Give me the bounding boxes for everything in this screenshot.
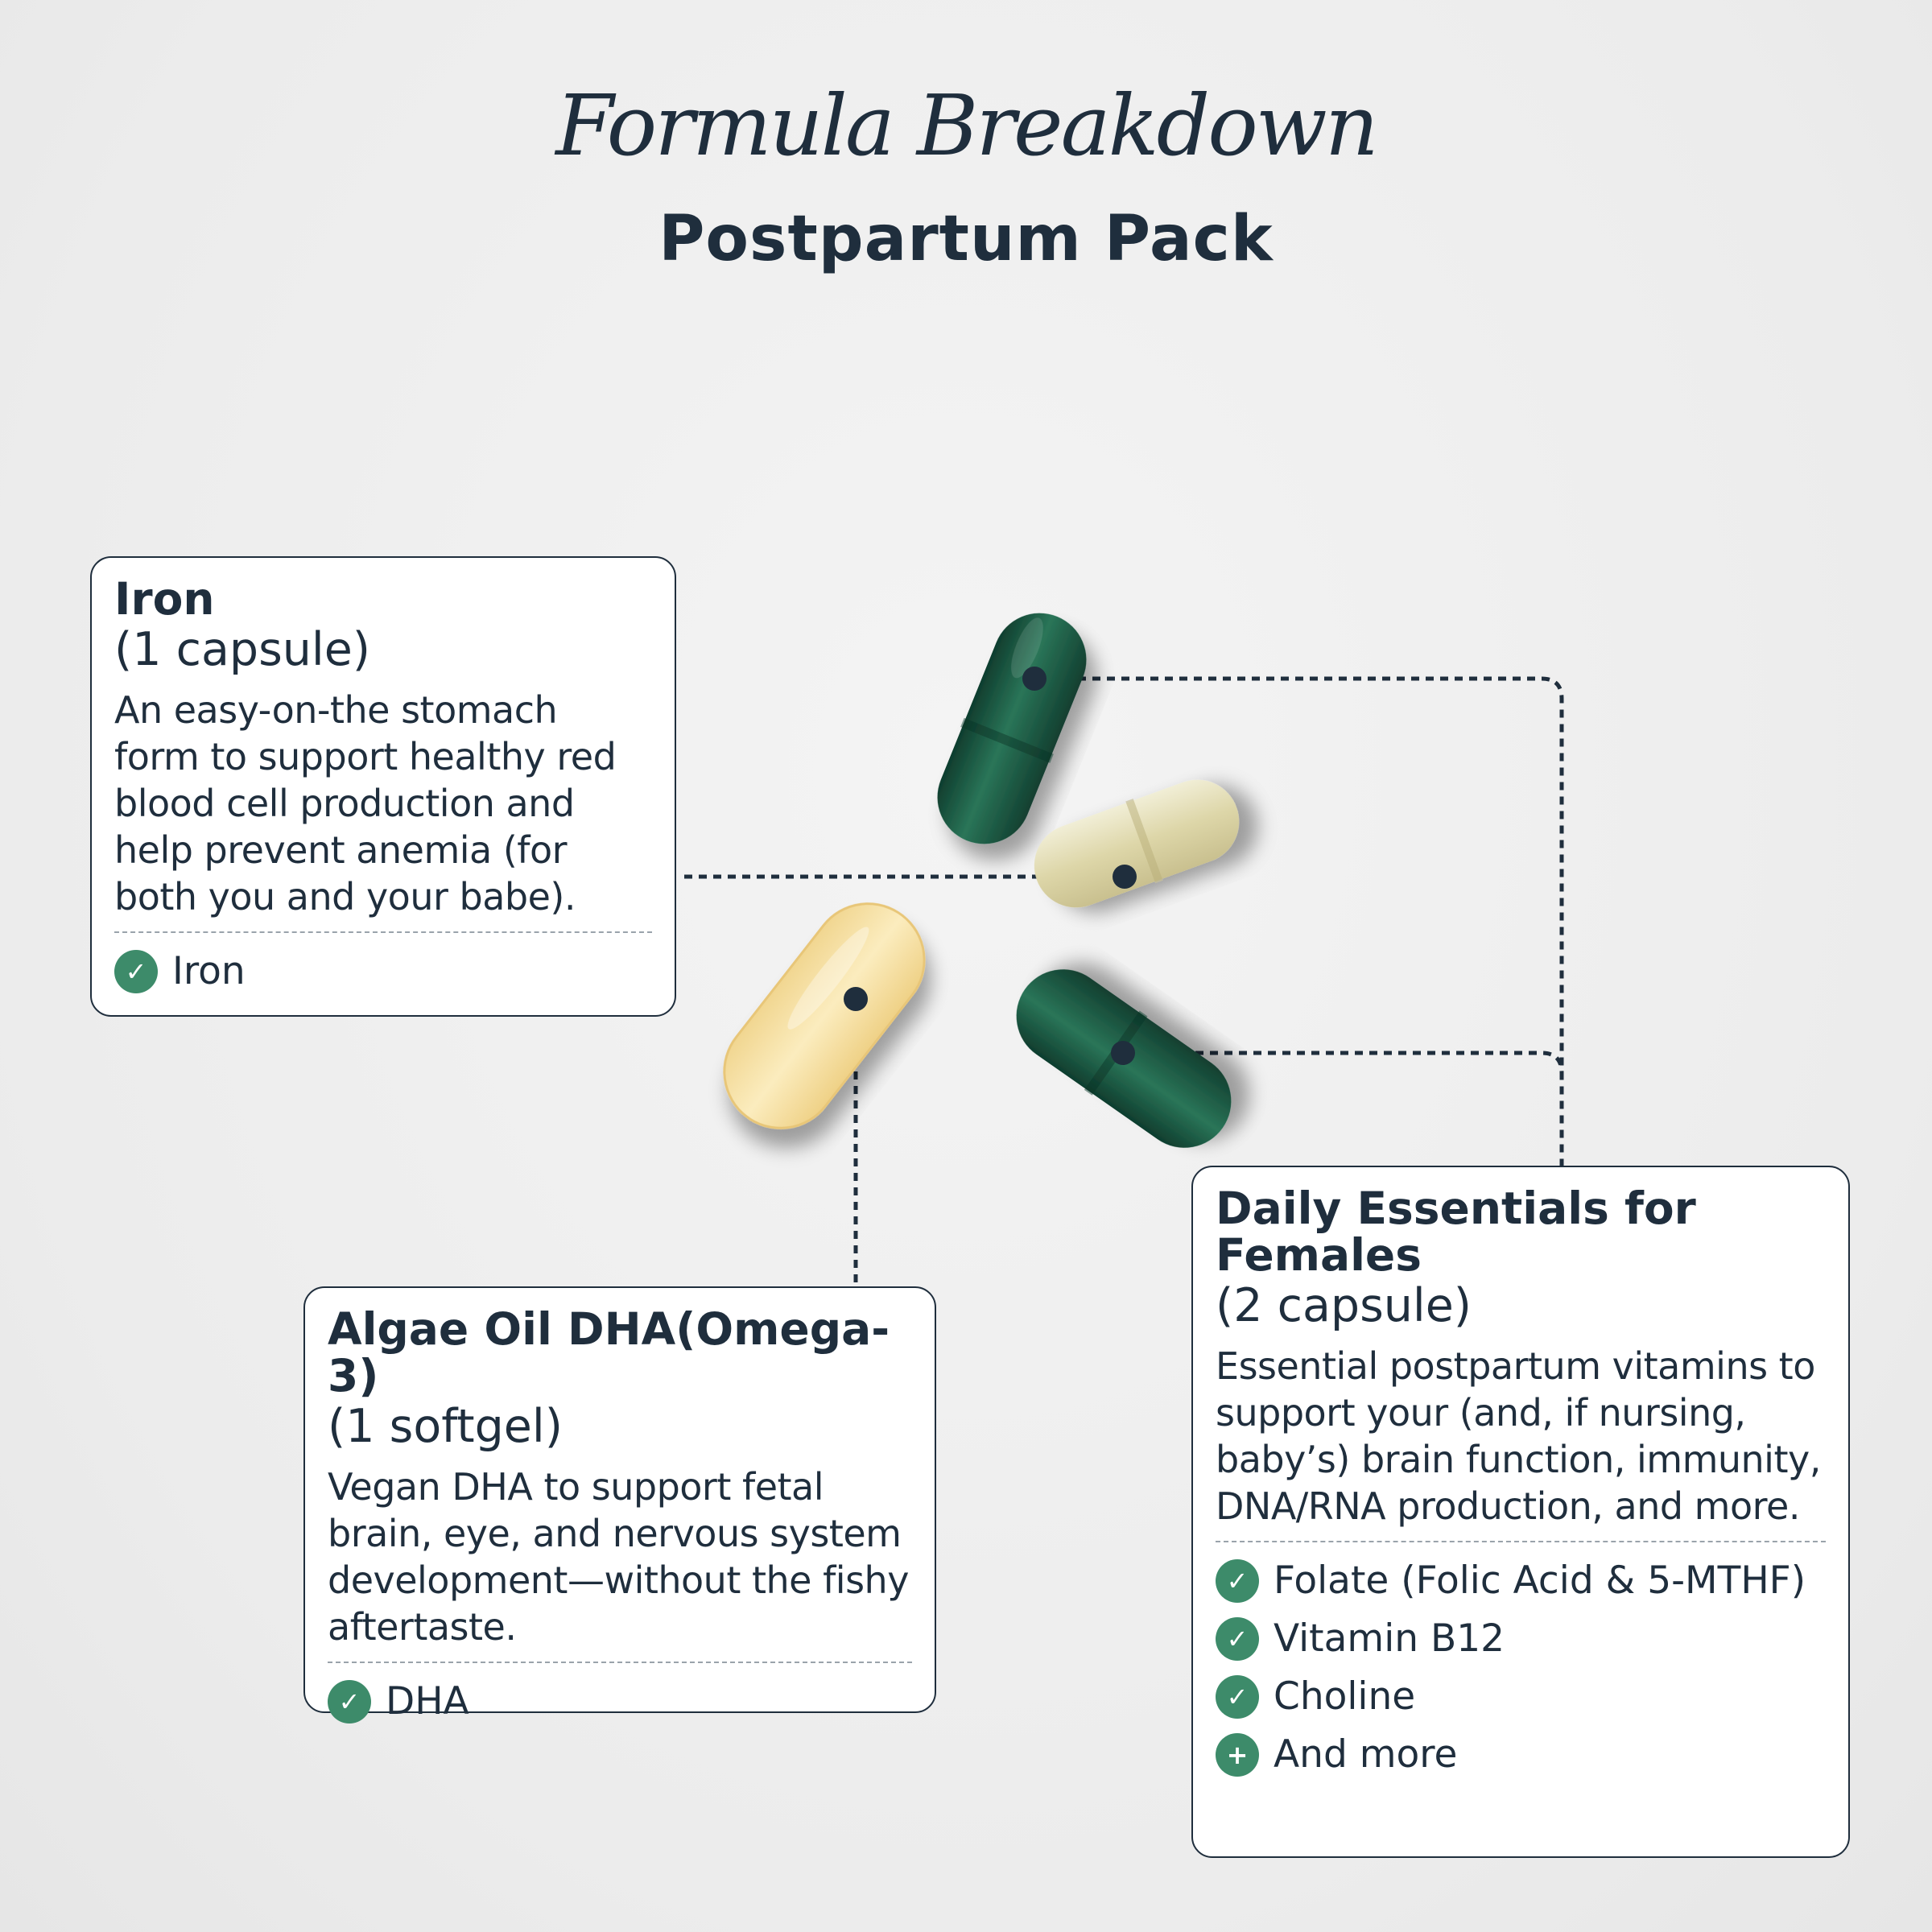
iron-card-description: An easy-on-the stomach form to support healthy red blood cell production and help prevent anemia (for both you and your babe). (114, 688, 617, 919)
ingredient-item (328, 1673, 912, 1731)
ingredient-label: Vitamin B12 (1274, 1616, 1505, 1661)
anchor-dot-softgel (844, 987, 868, 1011)
check-icon: ✓ (114, 950, 158, 993)
daily-essentials-card-description: Essential postpartum vitamins to support your (and, if nursing, baby’s) brain function, immunity, DNA/RNA production, and more. (1216, 1344, 1821, 1528)
ingredient-item (1216, 1610, 1826, 1668)
iron-card-quantity: (1 capsule) (114, 623, 371, 676)
iron-card (90, 556, 676, 1017)
check-icon: ✓ (328, 1680, 371, 1724)
algae-dha-card-quantity: (1 softgel) (328, 1400, 563, 1453)
ingredient-label: DHA (386, 1679, 469, 1724)
anchor-dot-beige (1113, 865, 1137, 889)
ingredient-label: Choline (1274, 1674, 1416, 1719)
page-title: Formula Breakdown (555, 76, 1377, 175)
ingredient-item (114, 943, 652, 1001)
ingredient-item (1216, 1552, 1826, 1610)
daily-essentials-card-quantity: (2 capsule) (1216, 1279, 1472, 1332)
check-icon: ✓ (1216, 1617, 1259, 1661)
beige-capsule (1022, 766, 1251, 921)
ingredient-label: And more (1274, 1732, 1458, 1777)
algae-dha-card (303, 1286, 936, 1724)
algae-dha-card-description: Vegan DHA to support fetal brain, eye, and nervous system development—without the fishy aftertaste. (328, 1465, 909, 1649)
check-icon: ✓ (1216, 1559, 1259, 1603)
daily-essentials-card (1191, 1166, 1850, 1858)
ingredient-item (1216, 1668, 1826, 1726)
check-icon: ✓ (1216, 1675, 1259, 1719)
green-capsule-top (922, 598, 1102, 858)
ingredient-item (1216, 1726, 1826, 1784)
page-subtitle: Postpartum Pack (658, 203, 1274, 275)
anchor-dot-bottom-green (1111, 1041, 1135, 1065)
iron-card-title: Iron (114, 573, 215, 625)
anchor-dot-top-green (1022, 667, 1046, 691)
plus-icon: + (1216, 1733, 1259, 1777)
algae-dha-card-title: Algae Oil DHA(Omega-3) (328, 1303, 890, 1402)
daily-essentials-card-divider (1216, 1541, 1826, 1542)
algae-dha-card-divider (328, 1662, 912, 1663)
yellow-softgel (702, 881, 947, 1150)
iron-card-divider (114, 931, 652, 933)
ingredient-label: Iron (172, 949, 246, 993)
ingredient-label: Folate (Folic Acid & 5-MTHF) (1274, 1558, 1806, 1603)
daily-essentials-card-title: Daily Essentials for Females (1216, 1183, 1696, 1281)
